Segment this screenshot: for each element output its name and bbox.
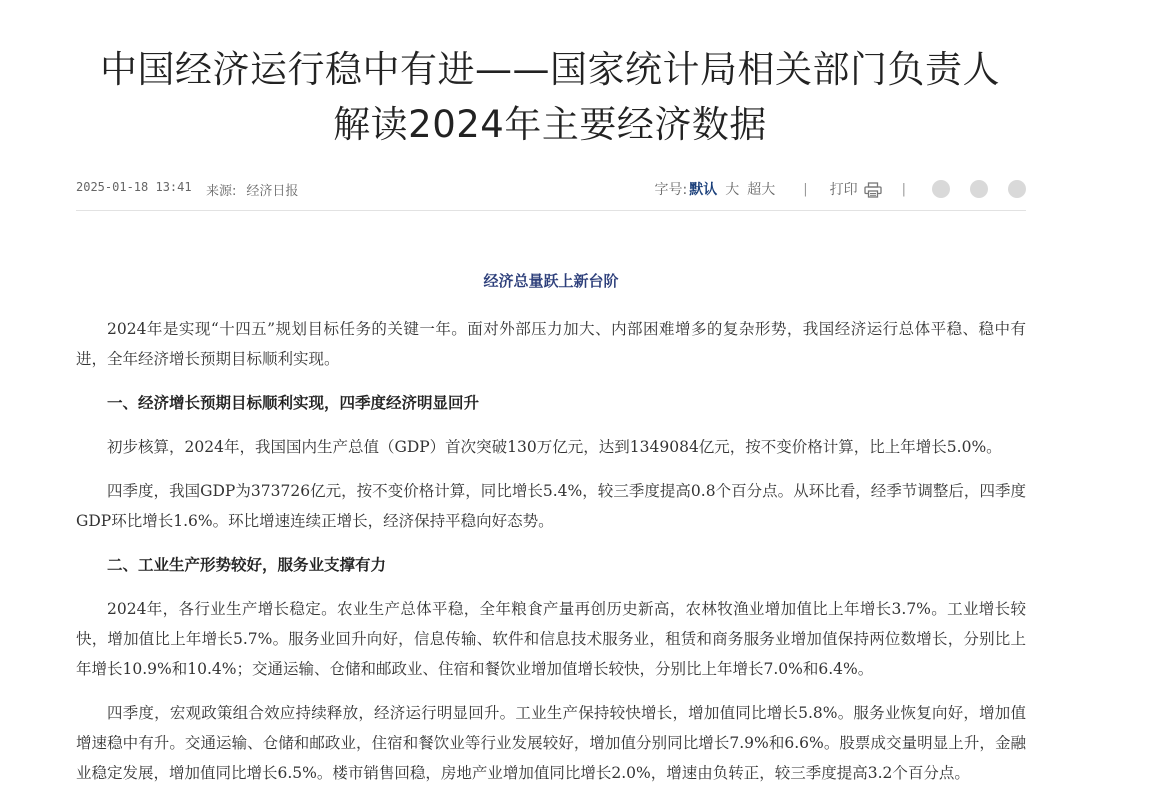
font-size-default-button[interactable]: 默认: [689, 182, 718, 198]
print-label: 打印: [829, 182, 858, 198]
article-source: [206, 180, 298, 199]
paragraph: 四季度，我国GDP为373726亿元，按不变价格计算，同比增长5.4%，较三季度提高0.8个百分点。从环比看，经季节调整后，四季度GDP环比增长1.6%。环比增速连续正增长，经济保持平稳向好态势。: [76, 482, 1026, 530]
paragraph: 初步核算，2024年，我国国内生产总值（GDP）首次突破130万亿元，达到1349084亿元，按不变价格计算，比上年增长5.0%。: [107, 438, 1002, 456]
section-subtitle: 经济总量跃上新台阶: [483, 272, 619, 290]
article-title: [60, 42, 1040, 152]
source-label: 来源:: [206, 184, 237, 199]
paragraph: 四季度，宏观政策组合效应持续释放，经济运行明显回升。工业生产保持较快增长，增加值同比增长5.8%。服务业恢复向好，增加值增速稳中有升。交通运输、仓储和邮政业，住宿和餐饮业等行业发展较好，增加值分别同比增长7.9%和6.6%。股票成交量明显上升，金融业稳定发展，增加值同比增长6.5%。楼市销售回稳，房地产业增加值同比增长2.0%，增速由负转正，较三季度提高3.2个百分点。: [76, 704, 1026, 782]
toolbar-separator: |: [803, 181, 808, 197]
publish-date: 2025-01-18 13:41: [76, 180, 192, 194]
section-heading: 二、工业生产形势较好，服务业支撑有力: [107, 555, 387, 574]
print-button[interactable]: [830, 179, 882, 199]
article-title-line2: 解读2024年主要经济数据: [333, 103, 767, 146]
paragraph: 2024年是实现“十四五”规划目标任务的关键一年。面对外部压力加大、内部困难增多的复杂形势，我国经济运行总体平稳、稳中有进，全年经济增长预期目标顺利实现。: [76, 320, 1026, 368]
font-size-label: 字号:: [654, 182, 688, 198]
toolbar-separator: |: [901, 181, 906, 197]
section-heading: 一、经济增长预期目标顺利实现，四季度经济明显回升: [107, 393, 480, 412]
article-toolbar: [655, 178, 1027, 200]
share-icon-2[interactable]: [970, 180, 988, 198]
article-title-line1: 中国经济运行稳中有进——国家统计局相关部门负责人: [100, 48, 1000, 91]
article-body: [76, 314, 1026, 802]
source-name: 经济日报: [246, 184, 299, 199]
share-icon-3[interactable]: [1008, 180, 1026, 198]
header-divider: [76, 210, 1026, 211]
share-icon-1[interactable]: [932, 180, 950, 198]
paragraph: 2024年，各行业生产增长稳定。农业生产总体平稳，全年粮食产量再创历史新高，农林牧渔业增加值比上年增长3.7%。工业增长较快，增加值比上年增长5.7%。服务业回升向好，信息传输、软件和信息技术服务业，租赁和商务服务业增加值保持两位数增长，分别比上年增长10.9%和10.4%；交通运输、仓储和邮政业、住宿和餐饮业增加值增长较快，分别比上年增长7.0%和6.4%。: [76, 600, 1026, 678]
font-size-large-button[interactable]: 大: [725, 182, 740, 198]
article-meta: [76, 178, 1026, 200]
printer-icon: [864, 182, 882, 198]
font-size-xlarge-button[interactable]: 超大: [747, 182, 776, 198]
